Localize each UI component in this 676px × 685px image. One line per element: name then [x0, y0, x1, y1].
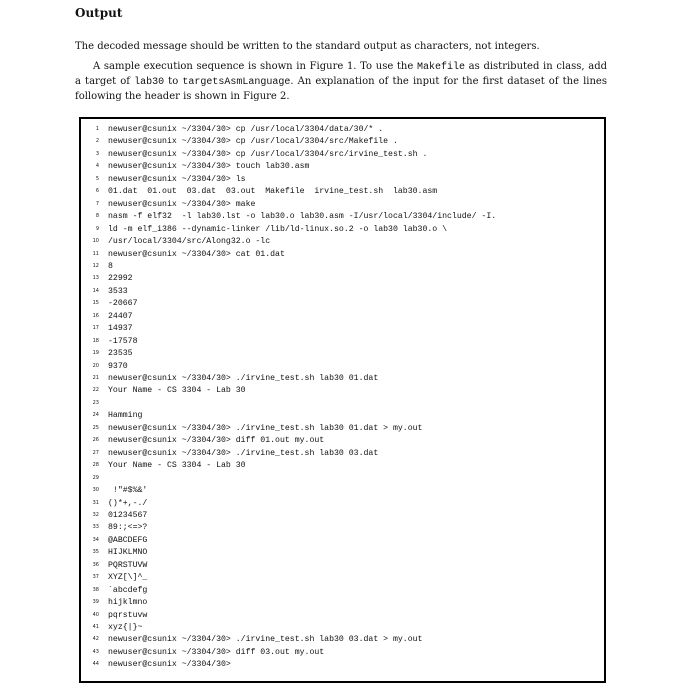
listing-line: [81, 149, 604, 161]
listing-line: [81, 385, 604, 397]
line-number: 2: [95, 138, 99, 145]
line-number: 8: [95, 213, 99, 220]
line-number: 9: [95, 225, 99, 232]
listing-line: [81, 435, 604, 447]
line-number: 16: [92, 312, 99, 319]
paragraph-text: A sample execution sequence is shown in Figure 1. To use the: [93, 61, 417, 72]
listing-line: [81, 659, 604, 671]
listing-line: [81, 174, 604, 186]
line-text: 01234567: [108, 510, 148, 520]
line-number: 3: [95, 150, 99, 157]
line-number: 34: [92, 536, 99, 543]
listing-line: [81, 572, 604, 584]
listing-line: [81, 423, 604, 435]
line-number: 42: [92, 636, 99, 643]
listing-line: [81, 199, 604, 211]
line-text: newuser@csunix ~/3304/30>: [108, 660, 231, 670]
listing-line: [81, 373, 604, 385]
line-number: 37: [92, 574, 99, 581]
listing-line: [81, 298, 604, 310]
line-number: 20: [92, 362, 99, 369]
listing-line: [81, 560, 604, 572]
line-text: newuser@csunix ~/3304/30> cat 01.dat: [108, 249, 285, 259]
line-text: newuser@csunix ~/3304/30> cp /usr/local/3304/src/irvine_test.sh .: [108, 149, 428, 159]
line-text: 22992: [108, 274, 133, 284]
listing-line: [81, 410, 604, 422]
line-text: newuser@csunix ~/3304/30> make: [108, 199, 256, 209]
line-number: 13: [92, 275, 99, 282]
line-number: 24: [92, 412, 99, 419]
line-text: newuser@csunix ~/3304/30> ./irvine_test.sh lab30 01.dat > my.out: [108, 423, 423, 433]
paragraph-text: . An explanation of the input for the first dataset of the lines following the header is shown in Figure 2.: [75, 76, 607, 102]
line-number: 27: [92, 449, 99, 456]
listing-line: [81, 136, 604, 148]
line-number: 38: [92, 586, 99, 593]
line-text: xyz{|}~: [108, 623, 143, 632]
listing-line: [81, 460, 604, 472]
line-text: 14937: [108, 324, 133, 334]
line-number: 17: [92, 325, 99, 332]
line-text: newuser@csunix ~/3304/30> diff 01.out my.out: [108, 436, 325, 446]
line-number: 43: [92, 648, 99, 655]
line-text: newuser@csunix ~/3304/30> ./irvine_test.sh lab30 03.dat > my.out: [108, 635, 423, 645]
line-text: pqrstuvw: [108, 610, 148, 620]
line-text: newuser@csunix ~/3304/30> cp /usr/local/3304/src/Makefile .: [108, 137, 398, 147]
line-text: /usr/local/3304/src/Along32.o -lc: [108, 237, 271, 247]
line-number: 25: [92, 424, 99, 431]
paragraph-text: to: [164, 76, 183, 87]
makefile-code: Makefile: [416, 62, 465, 73]
listing-line: [81, 323, 604, 335]
line-text: newuser@csunix ~/3304/30> diff 03.out my.out: [108, 647, 325, 657]
line-number: 14: [92, 287, 99, 294]
line-text: newuser@csunix ~/3304/30> touch lab30.asm: [108, 162, 310, 172]
listing-line: [81, 634, 604, 646]
listing-line: [81, 610, 604, 622]
listing-line: [81, 249, 604, 261]
line-text: `abcdefg: [108, 585, 148, 595]
line-text: newuser@csunix ~/3304/30> ls: [108, 174, 246, 184]
listing-line: [81, 510, 604, 522]
line-text: newuser@csunix ~/3304/30> ./irvine_test.sh lab30 01.dat: [108, 374, 379, 383]
line-text: hijklmno: [108, 598, 148, 608]
line-number: 36: [92, 561, 99, 568]
listing-line: [81, 236, 604, 248]
line-number: 35: [92, 549, 99, 556]
paragraph-text: as distributed in class, add a target of: [75, 61, 607, 87]
line-text: Your Name - CS 3304 - Lab 30: [108, 461, 246, 471]
line-text: 01.dat 01.out 03.dat 03.out Makefile irvine_test.sh lab30.asm: [108, 187, 438, 197]
listing-line: [81, 124, 604, 136]
line-text: 3533: [108, 286, 128, 296]
listing-line: [81, 597, 604, 609]
line-text: !"#$%&': [108, 486, 148, 496]
line-text: 8: [108, 261, 113, 271]
line-number: 21: [92, 375, 99, 381]
line-number: 5: [95, 175, 99, 182]
listing-line: [81, 498, 604, 510]
listing-line: [81, 522, 604, 534]
listing-line: [81, 473, 604, 485]
line-number: 39: [92, 599, 99, 606]
target-code: lab30: [134, 77, 165, 88]
line-number: 33: [92, 524, 99, 531]
listing-line: [81, 186, 604, 198]
line-text: newuser@csunix ~/3304/30> cp /usr/local/3304/data/30/* .: [108, 125, 384, 134]
line-number: 30: [92, 487, 99, 494]
paragraph-intro: The decoded message should be written to the standard output as characters, not integers.: [75, 41, 540, 52]
line-number: 29: [92, 474, 99, 481]
listing-line: [81, 398, 604, 410]
line-number: 18: [92, 337, 99, 344]
line-number: 26: [92, 437, 99, 444]
line-number: 32: [92, 511, 99, 518]
line-number: 6: [95, 188, 99, 195]
line-text: XYZ[\]^_: [108, 573, 148, 583]
listing-line: [81, 361, 604, 373]
line-number: 15: [92, 300, 99, 307]
listing-line: [81, 585, 604, 597]
line-number: 44: [92, 661, 99, 668]
line-number: 11: [92, 250, 99, 257]
listing-line: [81, 647, 604, 659]
targets-variable-code: targetsAsmLanguage: [182, 77, 291, 88]
listing-line: [81, 211, 604, 223]
line-text: Your Name - CS 3304 - Lab 30: [108, 386, 246, 396]
line-number: 1: [95, 126, 99, 132]
listing-line: [81, 348, 604, 360]
listing-line: [81, 448, 604, 460]
line-text: HIJKLMNO: [108, 548, 148, 558]
listing-line: [81, 286, 604, 298]
line-text: 9370: [108, 361, 128, 371]
line-text: 24407: [108, 311, 133, 321]
line-text: PQRSTUVW: [108, 560, 148, 570]
listing-line: [81, 273, 604, 285]
line-text: ld -m elf_i386 --dynamic-linker /lib/ld-linux.so.2 -o lab30 lab30.o \: [108, 224, 448, 234]
listing-line: [81, 622, 604, 634]
line-text: -17578: [108, 336, 138, 346]
line-number: 22: [92, 387, 99, 394]
line-text: 23535: [108, 349, 133, 359]
line-text: -20667: [108, 299, 138, 309]
line-number: 4: [95, 163, 99, 170]
line-text: 89:;<=>?: [108, 523, 148, 533]
line-text: ()*+,-./: [108, 498, 148, 508]
line-number: 23: [92, 399, 99, 406]
listing-line: [81, 336, 604, 348]
listing-line: [81, 224, 604, 236]
line-number: 31: [92, 499, 99, 506]
line-number: 40: [92, 611, 99, 618]
listing-line: [81, 535, 604, 547]
line-number: 28: [92, 462, 99, 469]
line-number: 41: [92, 624, 99, 630]
line-number: 12: [92, 262, 99, 269]
line-text: Hamming: [108, 411, 143, 421]
listing-line: [81, 485, 604, 497]
listing-line: [81, 547, 604, 559]
line-number: 7: [95, 200, 99, 207]
section-heading: Output: [75, 6, 123, 20]
line-number: 19: [92, 350, 99, 357]
line-text: nasm -f elf32 -l lab30.lst -o lab30.o lab30.asm -I/usr/local/3304/include/ -I.: [108, 212, 497, 222]
line-number: 10: [92, 238, 99, 245]
line-text: @ABCDEFG: [108, 535, 148, 545]
listing-line: [81, 161, 604, 173]
line-text: newuser@csunix ~/3304/30> ./irvine_test.sh lab30 03.dat: [108, 448, 379, 458]
listing-line: [81, 261, 604, 273]
code-listing: [79, 117, 606, 683]
paragraph-sample-execution: [75, 60, 607, 104]
listing-line: [81, 311, 604, 323]
